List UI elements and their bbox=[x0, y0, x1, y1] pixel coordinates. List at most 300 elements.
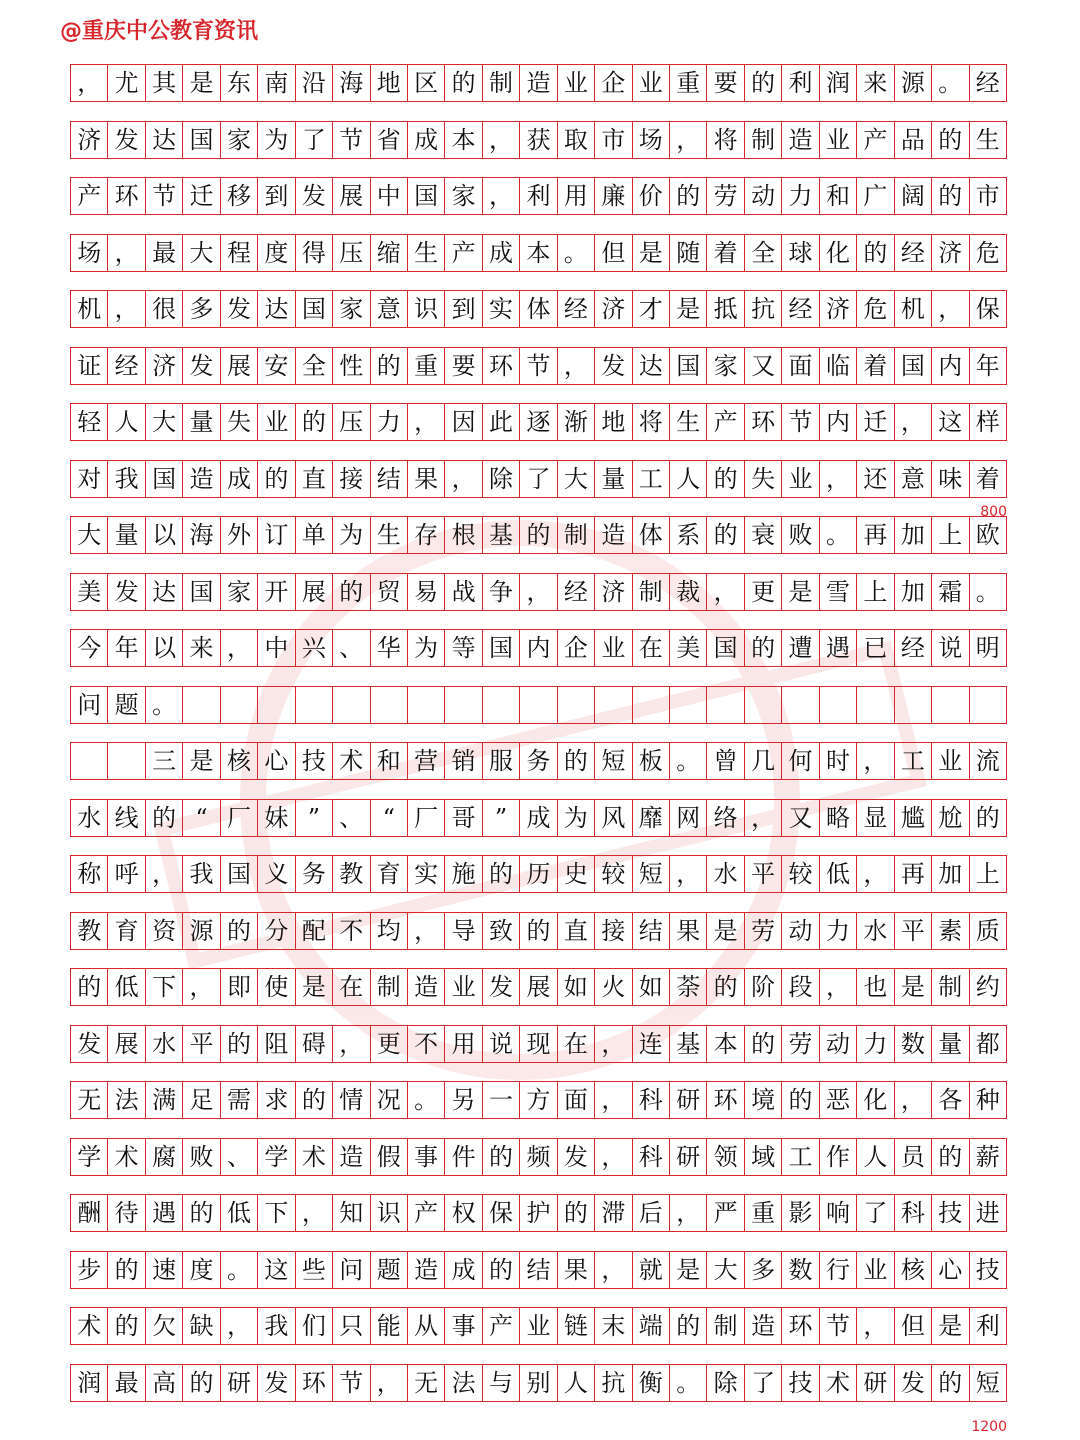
grid-cell: 才 bbox=[633, 291, 670, 327]
grid-cell: 术 bbox=[296, 1139, 333, 1175]
grid-cell: 逐 bbox=[520, 404, 557, 440]
grid-cell: 业 bbox=[520, 1308, 557, 1344]
grid-cell: 遇 bbox=[820, 630, 857, 666]
grid-cell: 哥 bbox=[445, 800, 482, 836]
grid-cell: 源 bbox=[895, 65, 932, 101]
grid-cell: 是 bbox=[670, 1252, 707, 1288]
grid-cell: 事 bbox=[408, 1139, 445, 1175]
grid-cell: 业 bbox=[595, 630, 632, 666]
grid-cell: 还 bbox=[857, 461, 894, 497]
grid-cell: 只 bbox=[333, 1308, 370, 1344]
grid-cell: ， bbox=[483, 122, 520, 158]
grid-cell: 问 bbox=[71, 687, 108, 723]
grid-cell: 家 bbox=[221, 122, 258, 158]
grid-cell: 是 bbox=[707, 913, 744, 949]
grid-cell: 和 bbox=[371, 743, 408, 779]
grid-cell: 史 bbox=[558, 856, 595, 892]
grid-cell: 家 bbox=[221, 574, 258, 610]
grid-cell: 量 bbox=[108, 517, 145, 553]
grid-cell: 素 bbox=[932, 913, 969, 949]
grid-cell: 生 bbox=[371, 517, 408, 553]
grid-cell: 环 bbox=[707, 1082, 744, 1118]
grid-cell: 权 bbox=[445, 1195, 482, 1231]
grid-cell: 年 bbox=[970, 348, 1007, 384]
grid-cell: 达 bbox=[258, 291, 295, 327]
grid-cell: 量 bbox=[183, 404, 220, 440]
grid-cell: ， bbox=[857, 743, 894, 779]
grid-cell: 程 bbox=[221, 235, 258, 271]
grid-cell bbox=[333, 687, 370, 723]
grid-cell: 核 bbox=[221, 743, 258, 779]
grid-cell: 造 bbox=[333, 1139, 370, 1175]
grid-cell: 济 bbox=[820, 291, 857, 327]
grid-cell: 。 bbox=[970, 574, 1007, 610]
grid-cell: 的 bbox=[932, 1365, 969, 1401]
grid-cell: 败 bbox=[183, 1139, 220, 1175]
grid-cell: 如 bbox=[633, 969, 670, 1005]
grid-cell: 时 bbox=[820, 743, 857, 779]
grid-cell: 教 bbox=[71, 913, 108, 949]
grid-cell: 实 bbox=[408, 856, 445, 892]
grid-cell: 是 bbox=[183, 743, 220, 779]
grid-cell: 败 bbox=[782, 517, 819, 553]
grid-cell: 成 bbox=[520, 800, 557, 836]
grid-cell: 上 bbox=[970, 856, 1007, 892]
grid-cell: 研 bbox=[221, 1365, 258, 1401]
grid-cell: 义 bbox=[258, 856, 295, 892]
grid-cell: 些 bbox=[296, 1252, 333, 1288]
grid-cell: 是 bbox=[782, 574, 819, 610]
grid-cell: 动 bbox=[820, 1026, 857, 1062]
grid-cell: ， bbox=[595, 1082, 632, 1118]
grid-cell: 阶 bbox=[745, 969, 782, 1005]
grid-cell: ， bbox=[707, 574, 744, 610]
grid-cell: 产 bbox=[707, 404, 744, 440]
grid-row bbox=[70, 1025, 1007, 1063]
grid-cell: 了 bbox=[857, 1195, 894, 1231]
grid-cell: 了 bbox=[745, 1365, 782, 1401]
grid-cell: 的 bbox=[932, 1139, 969, 1175]
grid-cell: 科 bbox=[633, 1082, 670, 1118]
grid-cell: 链 bbox=[558, 1308, 595, 1344]
grid-cell: 订 bbox=[258, 517, 295, 553]
grid-cell: 多 bbox=[183, 291, 220, 327]
grid-cell: 低 bbox=[221, 1195, 258, 1231]
grid-cell: 境 bbox=[745, 1082, 782, 1118]
grid-cell: 别 bbox=[520, 1365, 557, 1401]
grid-cell bbox=[108, 743, 145, 779]
grid-cell: 场 bbox=[71, 235, 108, 271]
grid-cell: 得 bbox=[296, 235, 333, 271]
grid-cell: 霜 bbox=[932, 574, 969, 610]
grid-cell: ， bbox=[445, 461, 482, 497]
grid-cell: 成 bbox=[408, 122, 445, 158]
grid-cell: 国 bbox=[221, 856, 258, 892]
grid-cell: 的 bbox=[483, 1252, 520, 1288]
grid-cell: 末 bbox=[595, 1308, 632, 1344]
grid-cell: 基 bbox=[670, 1026, 707, 1062]
grid-cell: 国 bbox=[483, 630, 520, 666]
grid-cell: 、 bbox=[333, 800, 370, 836]
grid-cell: 加 bbox=[895, 574, 932, 610]
grid-cell: 略 bbox=[820, 800, 857, 836]
grid-cell: 。 bbox=[146, 687, 183, 723]
grid-cell: 教 bbox=[333, 856, 370, 892]
grid-cell: 造 bbox=[408, 969, 445, 1005]
grid-cell: 水 bbox=[857, 913, 894, 949]
grid-cell: 制 bbox=[483, 65, 520, 101]
grid-cell: 发 bbox=[595, 348, 632, 384]
grid-row bbox=[70, 403, 1007, 441]
grid-cell: 业 bbox=[445, 969, 482, 1005]
grid-cell: 酬 bbox=[71, 1195, 108, 1231]
grid-cell: 法 bbox=[108, 1082, 145, 1118]
grid-cell: 国 bbox=[408, 178, 445, 214]
grid-cell: 劳 bbox=[745, 913, 782, 949]
grid-cell: ， bbox=[670, 856, 707, 892]
grid-cell: 经 bbox=[558, 574, 595, 610]
grid-cell: 平 bbox=[895, 913, 932, 949]
grid-cell bbox=[558, 687, 595, 723]
grid-cell: 国 bbox=[707, 630, 744, 666]
grid-cell: 大 bbox=[183, 235, 220, 271]
grid-cell: 结 bbox=[520, 1252, 557, 1288]
grid-cell: 后 bbox=[633, 1195, 670, 1231]
grid-cell: 的 bbox=[707, 461, 744, 497]
grid-cell: 即 bbox=[221, 969, 258, 1005]
grid-cell: 遇 bbox=[146, 1195, 183, 1231]
grid-cell: 满 bbox=[146, 1082, 183, 1118]
grid-cell: 从 bbox=[408, 1308, 445, 1344]
grid-row bbox=[70, 121, 1007, 159]
grid-cell: 失 bbox=[221, 404, 258, 440]
grid-cell: 取 bbox=[558, 122, 595, 158]
grid-cell: 环 bbox=[782, 1308, 819, 1344]
grid-cell: 就 bbox=[633, 1252, 670, 1288]
grid-cell: 化 bbox=[857, 1082, 894, 1118]
grid-cell: 术 bbox=[820, 1365, 857, 1401]
grid-cell: 产 bbox=[71, 178, 108, 214]
grid-cell: “ bbox=[183, 800, 220, 836]
grid-cell: 步 bbox=[71, 1252, 108, 1288]
grid-cell: 的 bbox=[932, 178, 969, 214]
grid-cell: 致 bbox=[483, 913, 520, 949]
grid-cell: 为 bbox=[408, 630, 445, 666]
grid-cell: 节 bbox=[333, 1365, 370, 1401]
grid-cell: 济 bbox=[595, 574, 632, 610]
grid-cell: 家 bbox=[707, 348, 744, 384]
grid-cell: 环 bbox=[296, 1365, 333, 1401]
grid-cell: 育 bbox=[108, 913, 145, 949]
grid-cell: 等 bbox=[445, 630, 482, 666]
grid-cell: 发 bbox=[558, 1139, 595, 1175]
grid-cell: 机 bbox=[895, 291, 932, 327]
grid-cell: 的 bbox=[146, 800, 183, 836]
grid-cell: 除 bbox=[707, 1365, 744, 1401]
grid-cell: ， bbox=[595, 1139, 632, 1175]
grid-cell: 约 bbox=[970, 969, 1007, 1005]
grid-cell: 技 bbox=[932, 1195, 969, 1231]
grid-cell: 体 bbox=[633, 517, 670, 553]
grid-cell: 制 bbox=[932, 969, 969, 1005]
grid-cell: 到 bbox=[258, 178, 295, 214]
grid-cell: 发 bbox=[221, 291, 258, 327]
grid-cell: 展 bbox=[333, 178, 370, 214]
grid-row bbox=[70, 177, 1007, 215]
grid-cell: 省 bbox=[371, 122, 408, 158]
grid-cell: 响 bbox=[820, 1195, 857, 1231]
grid-cell: 因 bbox=[445, 404, 482, 440]
grid-cell: 展 bbox=[108, 1026, 145, 1062]
grid-cell: 风 bbox=[595, 800, 632, 836]
grid-cell: 廉 bbox=[595, 178, 632, 214]
grid-cell: 的 bbox=[745, 65, 782, 101]
grid-cell: 节 bbox=[333, 122, 370, 158]
grid-cell: 节 bbox=[820, 1308, 857, 1344]
grid-row bbox=[70, 516, 1007, 554]
grid-cell: 的 bbox=[333, 574, 370, 610]
grid-cell: 学 bbox=[71, 1139, 108, 1175]
grid-cell: 家 bbox=[333, 291, 370, 327]
grid-cell: 此 bbox=[483, 404, 520, 440]
grid-cell: 我 bbox=[183, 856, 220, 892]
grid-cell: 均 bbox=[371, 913, 408, 949]
grid-cell: 直 bbox=[558, 913, 595, 949]
grid-cell bbox=[895, 687, 932, 723]
grid-cell: 尴 bbox=[895, 800, 932, 836]
grid-cell: 的 bbox=[520, 913, 557, 949]
grid-cell: 技 bbox=[970, 1252, 1007, 1288]
grid-cell: 着 bbox=[707, 235, 744, 271]
grid-cell: 遭 bbox=[782, 630, 819, 666]
grid-cell: 题 bbox=[371, 1252, 408, 1288]
grid-cell bbox=[932, 687, 969, 723]
grid-cell: 系 bbox=[670, 517, 707, 553]
grid-cell: 另 bbox=[445, 1082, 482, 1118]
grid-cell: 的 bbox=[745, 630, 782, 666]
grid-cell: 重 bbox=[745, 1195, 782, 1231]
grid-cell: 易 bbox=[408, 574, 445, 610]
grid-cell: 历 bbox=[520, 856, 557, 892]
grid-cell: 不 bbox=[333, 913, 370, 949]
grid-cell: 。 bbox=[932, 65, 969, 101]
grid-cell: 抗 bbox=[595, 1365, 632, 1401]
grid-cell: 件 bbox=[445, 1139, 482, 1175]
grid-cell: 兴 bbox=[296, 630, 333, 666]
grid-cell: 妹 bbox=[258, 800, 295, 836]
grid-cell: 利 bbox=[970, 1308, 1007, 1344]
grid-cell: 的 bbox=[745, 1026, 782, 1062]
grid-cell: 市 bbox=[595, 122, 632, 158]
grid-cell: 多 bbox=[745, 1252, 782, 1288]
grid-cell: 影 bbox=[782, 1195, 819, 1231]
grid-cell: 。 bbox=[820, 517, 857, 553]
grid-cell: 危 bbox=[857, 291, 894, 327]
grid-cell: 的 bbox=[258, 461, 295, 497]
grid-cell: 平 bbox=[183, 1026, 220, 1062]
grid-cell: 工 bbox=[895, 743, 932, 779]
grid-cell: 济 bbox=[932, 235, 969, 271]
word-count-800: 800 bbox=[980, 504, 1007, 520]
grid-cell: 核 bbox=[895, 1252, 932, 1288]
grid-cell: 东 bbox=[221, 65, 258, 101]
grid-cell: 线 bbox=[108, 800, 145, 836]
grid-cell: 区 bbox=[408, 65, 445, 101]
grid-cell: 的 bbox=[445, 65, 482, 101]
grid-cell: 数 bbox=[895, 1026, 932, 1062]
grid-cell: 为 bbox=[558, 800, 595, 836]
grid-cell: 。 bbox=[670, 1365, 707, 1401]
grid-cell: 华 bbox=[371, 630, 408, 666]
grid-cell: 发 bbox=[296, 178, 333, 214]
grid-cell: 产 bbox=[483, 1308, 520, 1344]
grid-row bbox=[70, 1138, 1007, 1176]
grid-cell: 将 bbox=[707, 122, 744, 158]
grid-cell: 发 bbox=[71, 1026, 108, 1062]
grid-cell: 润 bbox=[71, 1365, 108, 1401]
grid-cell: 的 bbox=[970, 800, 1007, 836]
grid-cell: 济 bbox=[146, 348, 183, 384]
grid-cell: 、 bbox=[333, 630, 370, 666]
grid-cell bbox=[670, 687, 707, 723]
grid-cell: 年 bbox=[108, 630, 145, 666]
grid-cell: 产 bbox=[857, 122, 894, 158]
grid-cell: 作 bbox=[820, 1139, 857, 1175]
grid-cell: 人 bbox=[670, 461, 707, 497]
grid-cell bbox=[371, 687, 408, 723]
grid-cell: 导 bbox=[445, 913, 482, 949]
grid-cell: “ bbox=[371, 800, 408, 836]
grid-cell bbox=[745, 687, 782, 723]
grid-cell: 的 bbox=[108, 1308, 145, 1344]
grid-cell: ， bbox=[71, 65, 108, 101]
grid-cell: 造 bbox=[782, 122, 819, 158]
grid-cell: 术 bbox=[333, 743, 370, 779]
grid-cell: 现 bbox=[520, 1026, 557, 1062]
grid-cell: 美 bbox=[670, 630, 707, 666]
grid-cell: 短 bbox=[595, 743, 632, 779]
grid-cell: 存 bbox=[408, 517, 445, 553]
grid-cell bbox=[820, 687, 857, 723]
grid-cell bbox=[857, 687, 894, 723]
grid-cell: 们 bbox=[296, 1308, 333, 1344]
grid-cell: 造 bbox=[183, 461, 220, 497]
grid-cell: 的 bbox=[296, 404, 333, 440]
grid-cell: 制 bbox=[745, 122, 782, 158]
grid-cell: 衰 bbox=[745, 517, 782, 553]
grid-cell: 技 bbox=[296, 743, 333, 779]
grid-cell: 来 bbox=[857, 65, 894, 101]
grid-cell: 力 bbox=[782, 178, 819, 214]
grid-cell: 移 bbox=[221, 178, 258, 214]
grid-cell: 这 bbox=[932, 404, 969, 440]
grid-cell: 靡 bbox=[633, 800, 670, 836]
grid-cell: 大 bbox=[71, 517, 108, 553]
grid-cell: 识 bbox=[371, 1195, 408, 1231]
grid-row bbox=[70, 686, 1007, 724]
grid-cell: 环 bbox=[745, 404, 782, 440]
grid-cell: 无 bbox=[71, 1082, 108, 1118]
grid-cell: 术 bbox=[108, 1139, 145, 1175]
grid-cell: 裁 bbox=[670, 574, 707, 610]
grid-cell: 如 bbox=[558, 969, 595, 1005]
grid-cell: 不 bbox=[408, 1026, 445, 1062]
grid-cell: 果 bbox=[408, 461, 445, 497]
grid-cell: 水 bbox=[707, 856, 744, 892]
grid-cell: ， bbox=[221, 630, 258, 666]
grid-cell: 配 bbox=[296, 913, 333, 949]
grid-cell bbox=[183, 687, 220, 723]
grid-cell: 实 bbox=[483, 291, 520, 327]
grid-cell: ， bbox=[857, 1308, 894, 1344]
grid-cell: 球 bbox=[782, 235, 819, 271]
grid-row bbox=[70, 912, 1007, 950]
grid-cell: 企 bbox=[558, 630, 595, 666]
grid-cell: ， bbox=[371, 1365, 408, 1401]
grid-cell: 量 bbox=[932, 1026, 969, 1062]
grid-cell: 行 bbox=[820, 1252, 857, 1288]
grid-cell: 育 bbox=[371, 856, 408, 892]
grid-cell: 意 bbox=[895, 461, 932, 497]
grid-cell: 结 bbox=[371, 461, 408, 497]
grid-cell: 压 bbox=[333, 404, 370, 440]
grid-cell: 本 bbox=[445, 122, 482, 158]
grid-cell: ， bbox=[520, 574, 557, 610]
grid-cell: 价 bbox=[633, 178, 670, 214]
grid-cell: 业 bbox=[857, 1252, 894, 1288]
grid-cell: 是 bbox=[670, 291, 707, 327]
grid-cell: 要 bbox=[445, 348, 482, 384]
grid-cell: 的 bbox=[108, 1252, 145, 1288]
grid-cell: 缺 bbox=[183, 1308, 220, 1344]
grid-row bbox=[70, 1251, 1007, 1289]
grid-cell: 化 bbox=[820, 235, 857, 271]
grid-cell: 研 bbox=[857, 1365, 894, 1401]
grid-cell: ， bbox=[108, 291, 145, 327]
grid-cell: 失 bbox=[745, 461, 782, 497]
grid-cell: 大 bbox=[146, 404, 183, 440]
grid-cell: 成 bbox=[221, 461, 258, 497]
grid-cell: 碍 bbox=[296, 1026, 333, 1062]
grid-cell: 上 bbox=[932, 517, 969, 553]
grid-cell: 一 bbox=[483, 1082, 520, 1118]
grid-cell: 力 bbox=[820, 913, 857, 949]
grid-cell: 速 bbox=[146, 1252, 183, 1288]
grid-cell: 制 bbox=[707, 1308, 744, 1344]
grid-cell: 低 bbox=[820, 856, 857, 892]
grid-cell: 除 bbox=[483, 461, 520, 497]
grid-cell: 称 bbox=[71, 856, 108, 892]
grid-cell: 事 bbox=[445, 1308, 482, 1344]
grid-cell: 营 bbox=[408, 743, 445, 779]
grid-cell: 与 bbox=[483, 1365, 520, 1401]
grid-cell: 企 bbox=[595, 65, 632, 101]
grid-cell: 衡 bbox=[633, 1365, 670, 1401]
grid-cell: 的 bbox=[707, 517, 744, 553]
grid-cell: 制 bbox=[558, 517, 595, 553]
grid-cell: 缩 bbox=[371, 235, 408, 271]
grid-cell: 的 bbox=[183, 1365, 220, 1401]
grid-cell: 高 bbox=[146, 1365, 183, 1401]
grid-cell: 争 bbox=[483, 574, 520, 610]
grid-cell: 又 bbox=[745, 348, 782, 384]
grid-cell: 使 bbox=[258, 969, 295, 1005]
grid-cell: 的 bbox=[558, 1195, 595, 1231]
grid-cell: 较 bbox=[782, 856, 819, 892]
grid-cell: 尬 bbox=[932, 800, 969, 836]
grid-cell: 生 bbox=[408, 235, 445, 271]
grid-cell: 质 bbox=[970, 913, 1007, 949]
